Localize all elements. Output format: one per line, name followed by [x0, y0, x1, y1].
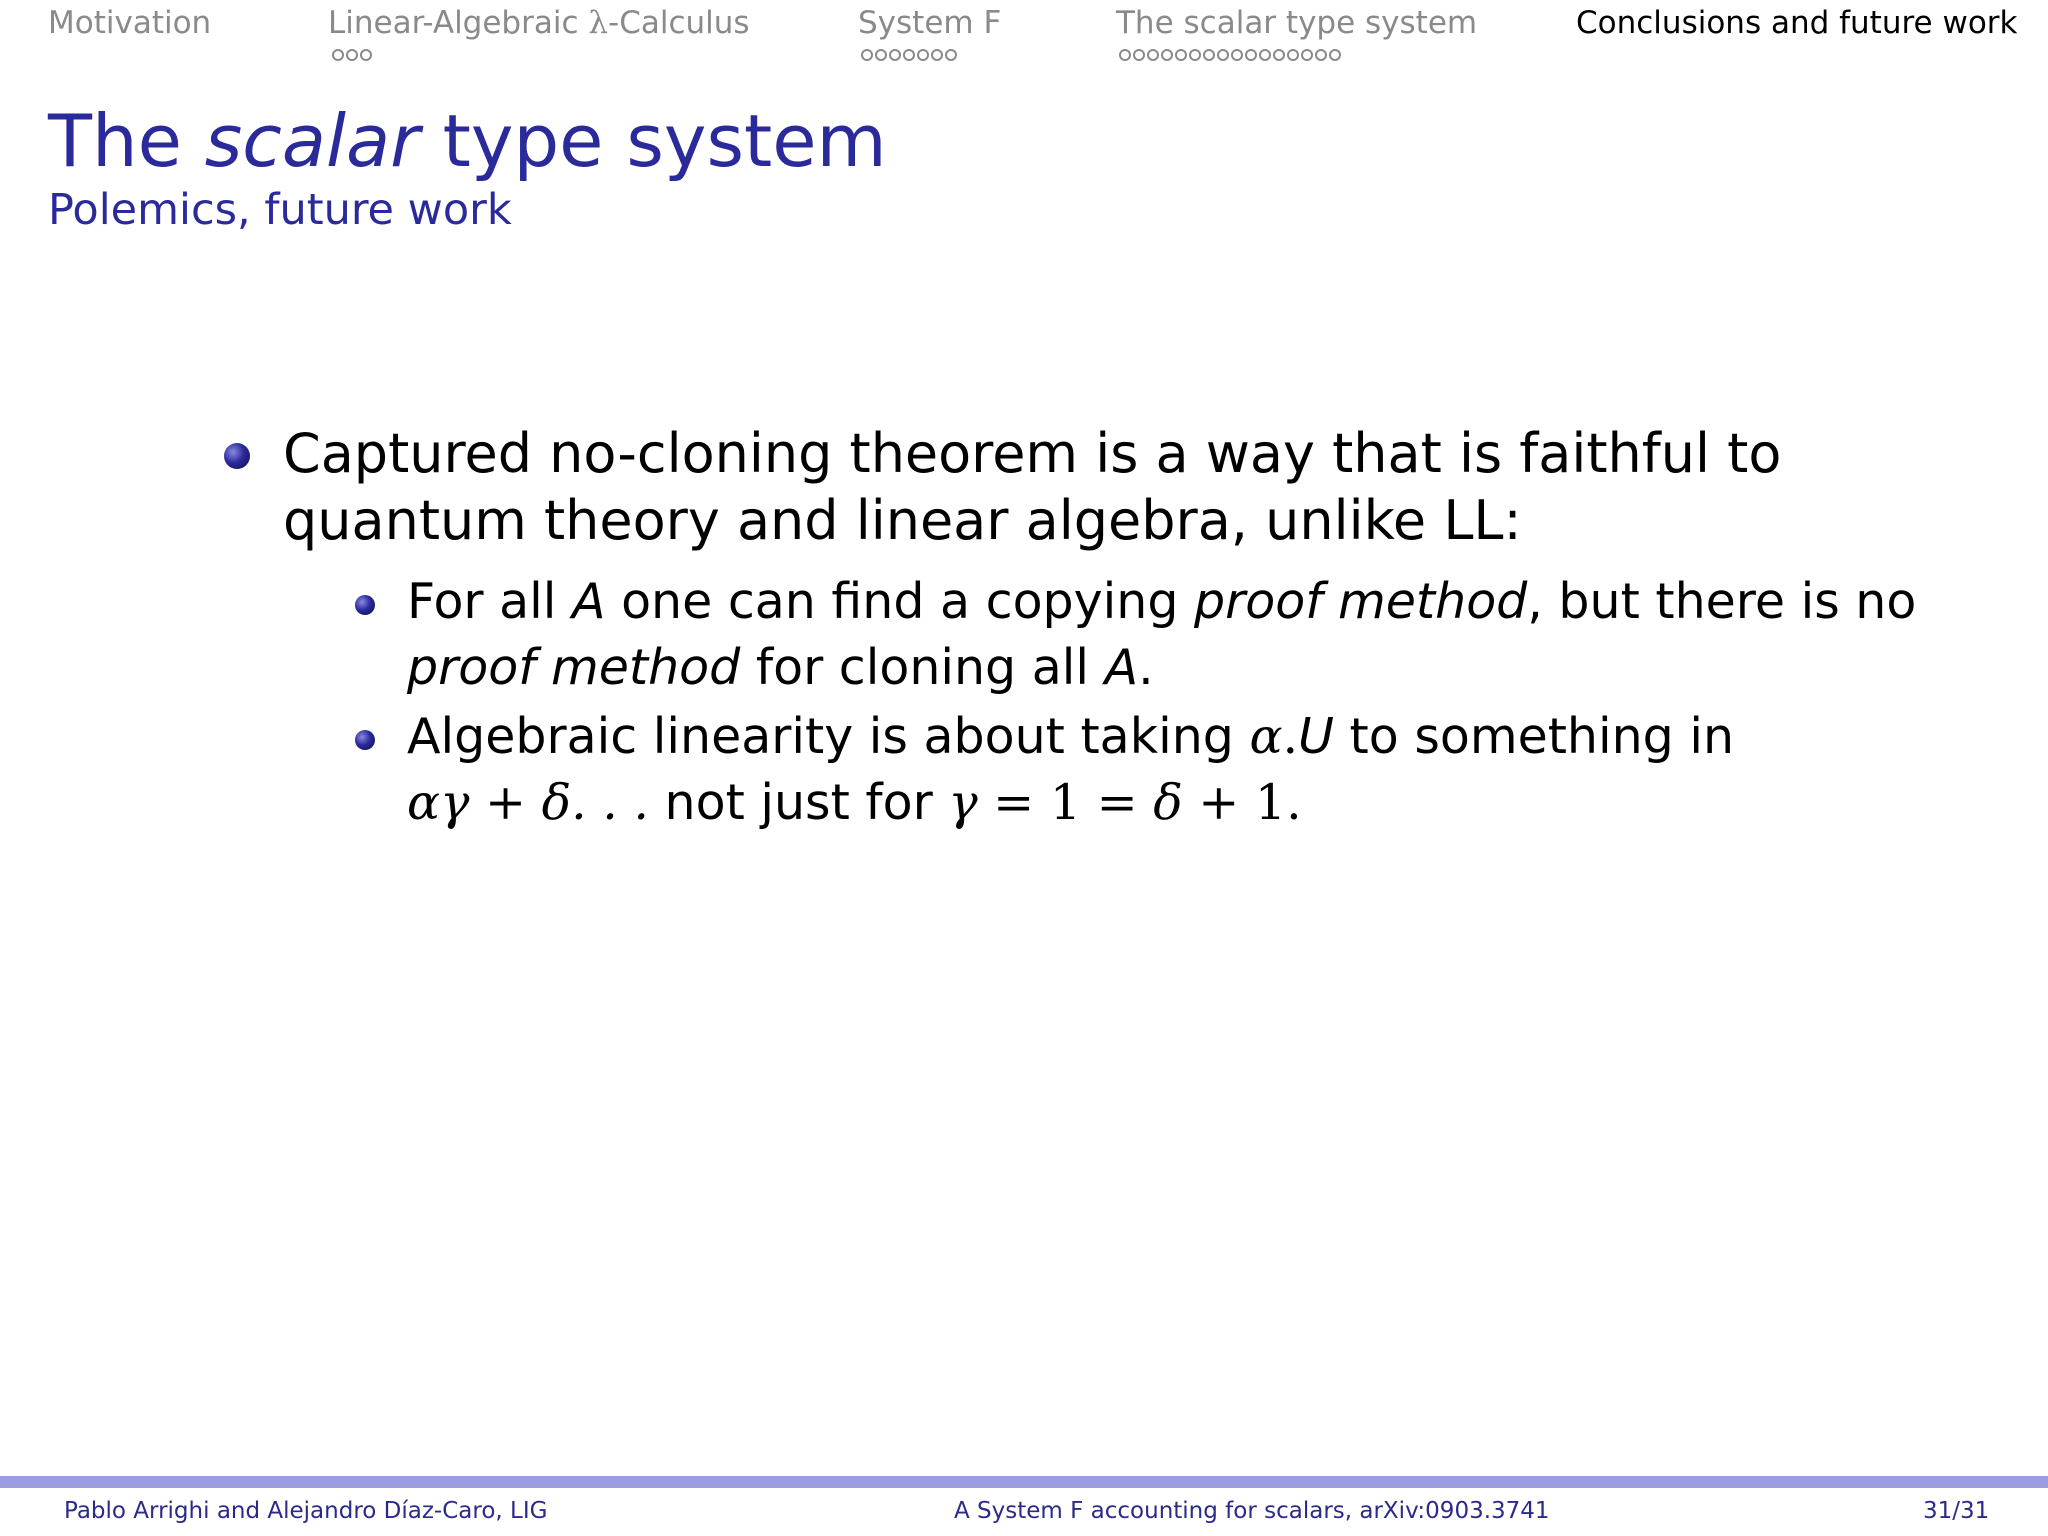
- sub-bullet-text-line: [407, 572, 1916, 632]
- footer-talk-title: A System F accounting for scalars, arXiv:0903.3741: [954, 1498, 1550, 1524]
- nav-label-text: Linear-Algebraic: [328, 5, 589, 41]
- math-symbol: .: [1282, 708, 1299, 765]
- slide-dot[interactable]: [1203, 49, 1215, 61]
- text-run: , but there is no: [1527, 573, 1917, 630]
- bullet-icon: [224, 443, 250, 469]
- emphasis-text: proof method: [1194, 573, 1528, 630]
- nav-label-text: -Calculus: [608, 5, 750, 41]
- slide-dot[interactable]: [1161, 49, 1173, 61]
- slide-dot[interactable]: [1189, 49, 1201, 61]
- footer-authors: Pablo Arrighi and Alejandro Díaz-Caro, LIG: [64, 1498, 548, 1524]
- text-run: to something in: [1333, 708, 1734, 765]
- slide-dot[interactable]: [1217, 49, 1229, 61]
- slide-dot[interactable]: [346, 49, 358, 61]
- slide-subtitle: Polemics, future work: [48, 185, 512, 235]
- nav-label-text: Conclusions and future work: [1576, 5, 2018, 41]
- slide-dot[interactable]: [931, 49, 943, 61]
- text-run: for cloning all: [740, 639, 1105, 696]
- nav-section-label[interactable]: [328, 4, 750, 42]
- slide-dot[interactable]: [1245, 49, 1257, 61]
- footer-bar: [0, 1476, 2048, 1488]
- title-text: The: [48, 99, 205, 183]
- text-run: not just for: [648, 774, 949, 831]
- title-text: type system: [419, 99, 887, 183]
- slide-dot[interactable]: [1273, 49, 1285, 61]
- nav-section-label[interactable]: [1116, 4, 1477, 42]
- math-expression: + 1.: [1182, 774, 1302, 831]
- nav-label-text: The scalar type system: [1116, 5, 1478, 41]
- slide-dot[interactable]: [1175, 49, 1187, 61]
- nav-section-label[interactable]: [1576, 4, 2018, 42]
- nav-label-text: Motivation: [48, 5, 212, 41]
- math-variable: U: [1298, 708, 1334, 765]
- math-variable: A: [1104, 639, 1139, 696]
- slide-dot[interactable]: [1231, 49, 1243, 61]
- math-variable: A: [571, 573, 606, 630]
- slide-dot[interactable]: [1315, 49, 1327, 61]
- lambda-symbol: λ: [588, 5, 609, 41]
- nav-slide-dots: [332, 46, 750, 64]
- sub-bullet-icon: [355, 595, 375, 615]
- sub-bullet-text-line: [407, 638, 1154, 698]
- section-navigation: [0, 0, 2048, 80]
- nav-section-motivation[interactable]: [48, 4, 211, 42]
- bullet-text-line: Captured no-cloning theorem is a way that is faithful to: [283, 422, 1782, 485]
- slide-dot[interactable]: [889, 49, 901, 61]
- slide-dot[interactable]: [360, 49, 372, 61]
- nav-section-label[interactable]: [858, 4, 1001, 42]
- slide-dot[interactable]: [861, 49, 873, 61]
- nav-section-scalar-type-system[interactable]: [1116, 4, 1477, 64]
- slide-dot[interactable]: [875, 49, 887, 61]
- slide-dot[interactable]: [1119, 49, 1131, 61]
- slide-dot[interactable]: [945, 49, 957, 61]
- nav-section-lambda-calculus[interactable]: [328, 4, 750, 64]
- slide-dot[interactable]: [1133, 49, 1145, 61]
- slide-dot[interactable]: [1259, 49, 1271, 61]
- slide-dot[interactable]: [903, 49, 915, 61]
- text-run: one can find a copying: [605, 573, 1195, 630]
- nav-slide-dots: [1119, 46, 1477, 64]
- math-symbol: α: [1249, 708, 1283, 765]
- sub-bullet-icon: [355, 730, 375, 750]
- text-run: Algebraic linearity is about taking: [407, 708, 1250, 765]
- nav-label-text: System F: [858, 5, 1002, 41]
- slide-dot[interactable]: [1287, 49, 1299, 61]
- text-run: For all: [407, 573, 572, 630]
- emphasis-text: proof method: [407, 639, 741, 696]
- bullet-text-line: quantum theory and linear algebra, unlike LL:: [283, 489, 1522, 552]
- nav-section-system-f[interactable]: [858, 4, 1001, 64]
- math-expression: = 1 =: [977, 774, 1154, 831]
- math-symbol: γ: [948, 774, 978, 831]
- slide-dot[interactable]: [1301, 49, 1313, 61]
- sub-bullet-text-line: [407, 707, 1734, 767]
- text-run: .: [1138, 639, 1154, 696]
- slide-dot[interactable]: [917, 49, 929, 61]
- math-symbol: δ: [1153, 774, 1183, 831]
- slide-dot[interactable]: [1329, 49, 1341, 61]
- slide-dot[interactable]: [332, 49, 344, 61]
- math-expression: αγ + δ. . .: [407, 774, 649, 831]
- nav-section-conclusions[interactable]: [1576, 4, 2018, 42]
- slide-title: [48, 96, 887, 186]
- nav-section-label[interactable]: [48, 4, 211, 42]
- sub-bullet-text-line: [407, 773, 1302, 833]
- title-emphasis: scalar: [204, 99, 420, 183]
- nav-slide-dots: [861, 46, 1001, 64]
- slide-dot[interactable]: [1147, 49, 1159, 61]
- footer-page-number: 31/31: [1923, 1498, 1990, 1524]
